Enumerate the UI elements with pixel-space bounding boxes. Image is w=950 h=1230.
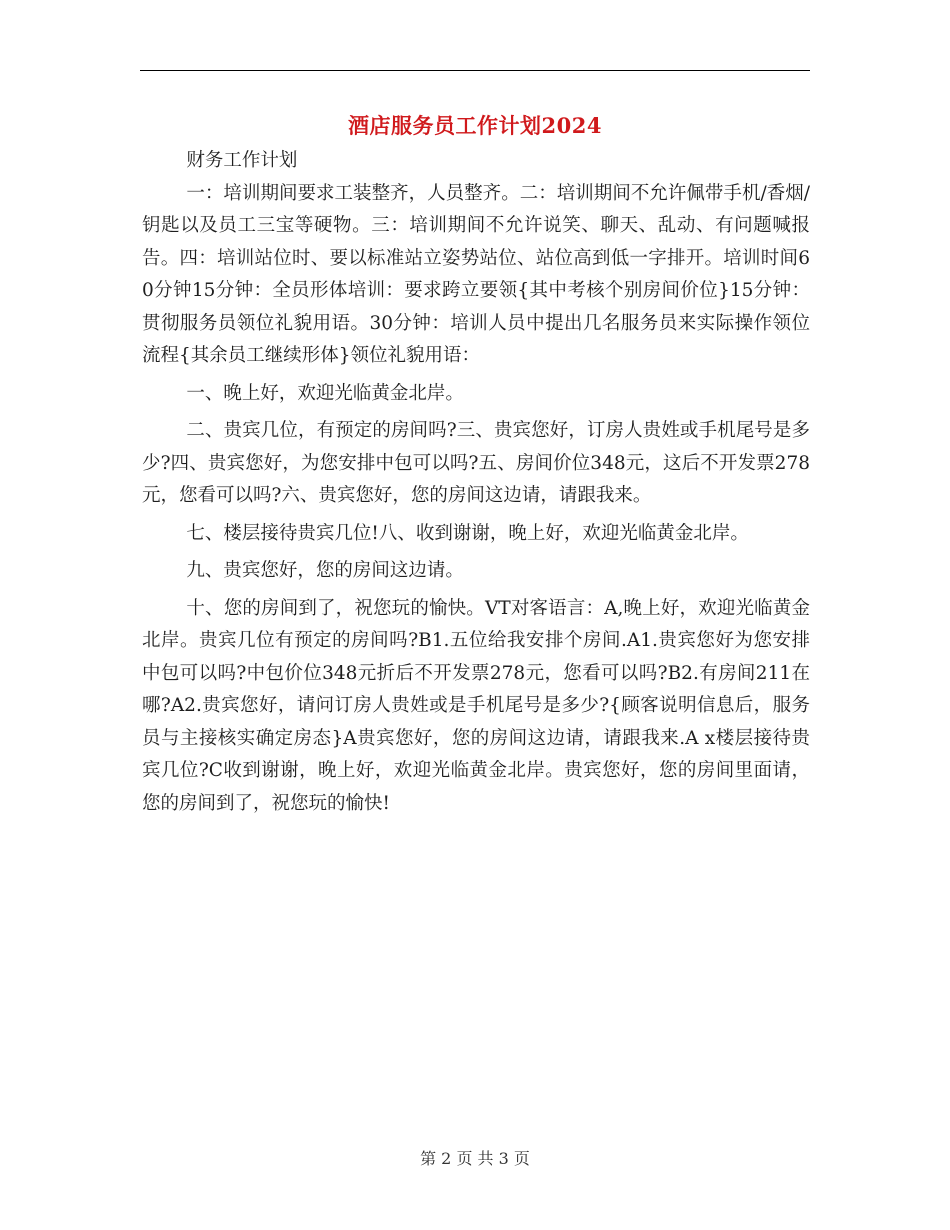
document-body [142, 145, 810, 825]
header-rule [140, 70, 810, 71]
page-number: 第 2 页 共 3 页 [420, 1149, 530, 1168]
paragraph-greeting-10: 十、您的房间到了，祝您玩的愉快。VT对客语言：A,晚上好，欢迎光临黄金北岸。贵宾几位有预定的房间吗?B1.五位给我安排个房间.A1.贵宾您好为您安排中包可以吗?中包价位348元折后不开发票278元，您看可以吗?B2.有房间211在哪?A2.贵宾您好，请问订房人贵姓或是手机尾号是多少?{顾客说明信息后，服务员与主接核实确定房态}A贵宾您好，您的房间这边请，请跟我来.A x楼层接待贵宾几位?C收到谢谢，晚上好，欢迎光临黄金北岸。贵宾您好，您的房间里面请，您的房间到了，祝您玩的愉快! [142, 597, 810, 814]
paragraph-greeting-2: 二、贵宾几位，有预定的房间吗?三、贵宾您好，订房人贵姓或手机尾号是多少?四、贵宾您好，为您安排中包可以吗?五、房间价位348元，这后不开发票278元，您看可以吗?六、贵宾您好，您的房间这边请，请跟我来。 [142, 420, 810, 506]
section-heading: 财务工作计划 [186, 150, 298, 171]
paragraph-training-rules: 一：培训期间要求工装整齐，人员整齐。二：培训期间不允许佩带手机/香烟/钥匙以及员工三宝等硬物。三：培训期间不允许说笑、聊天、乱动、有问题喊报告。四：培训站位时、要以标准站立姿势站位、站位高到低一字排开。培训时间60分钟15分钟：全员形体培训：要求跨立要领{其中考核个别房间价位}15分钟：贯彻服务员领位礼貌用语。30分钟：培训人员中提出几名服务员来实际操作领位流程{其余员工继续形体}领位礼貌用语： [142, 182, 810, 366]
document-title: 酒店服务员工作计划2024 [348, 113, 602, 138]
paragraph-greeting-1: 一、晚上好，欢迎光临黄金北岸。 [186, 382, 464, 404]
paragraph-greeting-7: 七、楼层接待贵宾几位!八、收到谢谢，晚上好，欢迎光临黄金北岸。 [186, 522, 749, 544]
paragraph-greeting-9: 九、贵宾您好，您的房间这边请。 [186, 560, 464, 581]
